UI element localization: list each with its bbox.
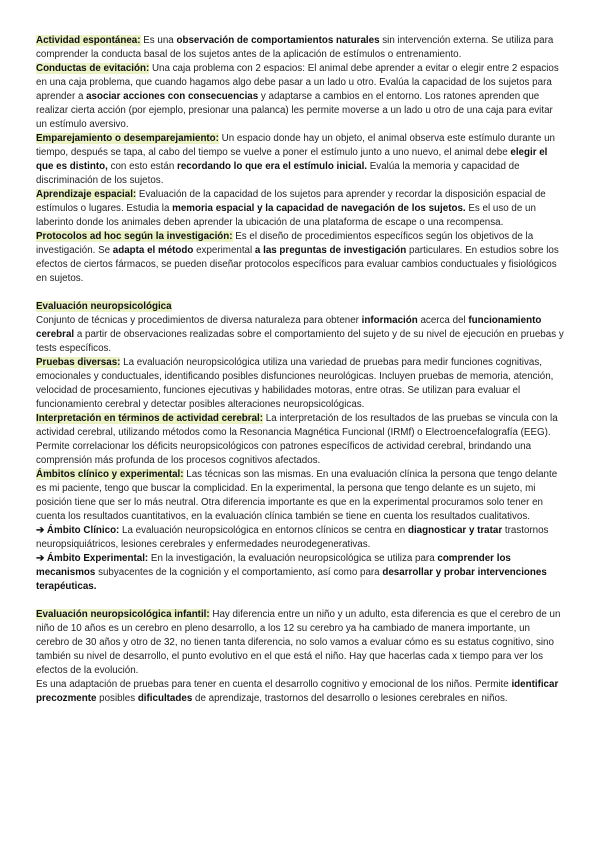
body-text: Una caja problema con 2 espacios: El animal debe aprender a evitar o elegir entre 2 espacios en una caja problema, que cuando hagamos algo debe pasar a un lado u otro. Evalúa la capacidad de los sujetos para aprender a xyxy=(36,63,559,102)
bold-text: observación de comportamientos naturales xyxy=(176,35,380,46)
body-text: Las técnicas son las mismas. En una evaluación clínica la persona que tengo delante es mi paciente, tengo que buscar la complicidad. En la experimental, la persona que tengo delante es un sujeto, mi posición tiene que ser lo más neutral. Otra diferencia importante es que en la experimental procuramos solo tener en cuenta los resultados cuantitativos, en la evaluación clínica también se tiene en cuenta los resultados cualitativos. xyxy=(36,469,558,522)
bold-text: adapta el método xyxy=(112,245,194,256)
body-text: Es una adaptación de pruebas para tener en cuenta el desarrollo cognitivo y emocional de los niños. Permite xyxy=(36,679,512,690)
body-text: En la investigación, la evaluación neuropsicológica se utiliza para xyxy=(148,553,438,564)
highlighted-term: Actividad espontánea: xyxy=(36,35,141,46)
highlighted-term: Protocolos ad hoc según la investigación: xyxy=(36,231,233,242)
highlighted-term: Ámbitos clínico y experimental: xyxy=(36,469,184,480)
body-text: Conjunto de técnicas y procedimientos de diversa naturaleza para obtener xyxy=(36,315,362,326)
body-text: con esto están xyxy=(107,161,178,172)
paragraph-spacer xyxy=(36,286,564,300)
paragraph-emparejamiento xyxy=(36,132,564,188)
body-text: Evaluación de la capacidad de los sujetos para aprender y recordar la disposición espacial de estímulos o lugares. Estudia la xyxy=(36,189,546,214)
body-text: subyacentes de la cognición y el comportamiento, así como para xyxy=(95,567,383,578)
paragraph-spacer xyxy=(36,594,564,608)
highlighted-term: Conductas de evitación: xyxy=(36,63,150,74)
bold-text: ➔ Ámbito Clínico: xyxy=(36,525,120,536)
paragraph-conjunto xyxy=(36,314,564,356)
paragraph-actividad xyxy=(36,34,564,62)
paragraph-clinico xyxy=(36,524,564,552)
bold-text: ➔ Ámbito Experimental: xyxy=(36,553,149,564)
bold-text: elegir el que es distinto, xyxy=(36,147,548,172)
bold-text: recordando lo que era el estímulo inicial. xyxy=(177,161,368,172)
bold-text: diagnosticar y tratar xyxy=(407,525,503,536)
body-text: posibles xyxy=(96,693,138,704)
body-text: a partir de observaciones realizadas sobre el comportamiento del sujeto y de su nivel de ejecución en pruebas y tests específicos. xyxy=(36,329,564,354)
highlighted-term: Pruebas diversas: xyxy=(36,357,121,368)
body-text: particulares. En estudios sobre los efectos de ciertos fármacos, se pueden diseñar protocolos específicos para evaluar cambios conductuales y fisiológicos en sujetos. xyxy=(36,245,559,284)
body-text: La interpretación de los resultados de las pruebas se vincula con la actividad cerebral, utilizando métodos como la Resonancia Magnética Funcional (IRMf) o Electroencefalografía (EEG). Permite correlacionar los déficits neuropsicológicos con patrones específicos de actividad cerebral, brindando una comprensión más profunda de los procesos cognitivos afectados. xyxy=(36,413,558,466)
highlighted-term: Interpretación en términos de actividad cerebral: xyxy=(36,413,264,424)
body-text: Evalúa la memoria y capacidad de discriminación de los sujetos. xyxy=(36,161,520,186)
body-text: Es el uso de un laberinto donde los animales deben aprender la ubicación de una plataforma de escape o una recompensa. xyxy=(36,203,536,228)
paragraph-protocolos xyxy=(36,230,564,286)
body-text: Un espacio donde hay un objeto, el animal observa este estímulo durante un tiempo, después se tapa, al cabo del tiempo se vuelve a poner el estímulo junto a uno nuevo, el animal debe xyxy=(36,133,555,158)
paragraph-interpretacion xyxy=(36,412,564,468)
body-text: sin intervención externa. Se utiliza para comprender la conducta basal de los sujetos antes de la aplicación de estímulos o entrenamiento. xyxy=(36,35,554,60)
body-text: La evaluación neuropsicológica en entornos clínicos se centra en xyxy=(119,525,408,536)
bold-text: identificar precozmente xyxy=(36,679,559,704)
body-text: Es una xyxy=(140,35,177,46)
paragraph-experimental xyxy=(36,552,564,594)
body-text: trastornos neuropsiquiátricos, lesiones cerebrales y enfermedades neurodegenerativas. xyxy=(36,525,549,550)
paragraph-ambitos xyxy=(36,468,564,524)
body-text: La evaluación neuropsicológica utiliza una variedad de pruebas para medir funciones cognitivas, emocionales y conductuales, identificando posibles disfunciones neurológicas. Incluyen pruebas de memoria, atención, velocidad de procesamiento, funciones ejecutivas y habilidades motoras, entre otras. Se utilizan para evaluar el funcionamiento cerebral y detectar posibles alteraciones neuropsicológicas. xyxy=(36,357,554,410)
paragraph-pruebas xyxy=(36,356,564,412)
paragraph-conductas xyxy=(36,62,564,132)
bold-text: asociar acciones con consecuencias xyxy=(86,91,259,102)
bold-text: funcionamiento cerebral xyxy=(36,315,542,340)
body-text: Es el diseño de procedimientos específicos según los objetivos de la investigación. Se xyxy=(36,231,534,256)
body-text: de aprendizaje, trastornos del desarrollo o lesiones cerebrales en niños. xyxy=(192,693,508,704)
bold-text: comprender los mecanismos xyxy=(36,553,511,578)
bold-text: información xyxy=(361,315,418,326)
body-text: Hay diferencia entre un niño y un adulto, esta diferencia es que el cerebro de un niño de 10 años es un cerebro en pleno desarrollo, a los 12 su cerebro ya ha cambiado de manera importante, un cerebro de 30 años y otro de 32, no tienen tanta diferencia, no solo vamos a evaluar cómo es su estatus cognitivo, sino también su nivel de desarrollo, el punto evolutivo en el que está el niño. Hay que hacerlas cada x tiempo para ver los efectos de la evolución. xyxy=(36,609,561,676)
highlighted-term: Aprendizaje espacial: xyxy=(36,189,137,200)
bold-text: memoria espacial y la capacidad de navegación de los sujetos. xyxy=(172,203,466,214)
paragraph-evaluacion-title xyxy=(36,300,564,314)
body-text: acerca del xyxy=(417,315,469,326)
paragraph-infantil xyxy=(36,608,564,678)
highlighted-term: Emparejamiento o desemparejamiento: xyxy=(36,133,219,144)
paragraph-aprendizaje xyxy=(36,188,564,230)
paragraph-adaptacion xyxy=(36,678,564,706)
body-text: y adaptarse a cambios en el entorno. Los ratones aprenden que realizar cierta acción (por ejemplo, presionar una palanca) les permite moverse a un lado u otro de una caja para evitar un estímulo aversivo. xyxy=(36,91,553,130)
highlighted-term: Evaluación neuropsicológica xyxy=(36,301,172,312)
highlighted-term: Evaluación neuropsicológica infantil: xyxy=(36,609,210,620)
bold-text: dificultades xyxy=(137,693,193,704)
bold-text: desarrollar y probar intervenciones terapéuticas. xyxy=(36,567,547,592)
bold-text: a las preguntas de investigación xyxy=(254,245,407,256)
body-text: experimental xyxy=(193,245,255,256)
